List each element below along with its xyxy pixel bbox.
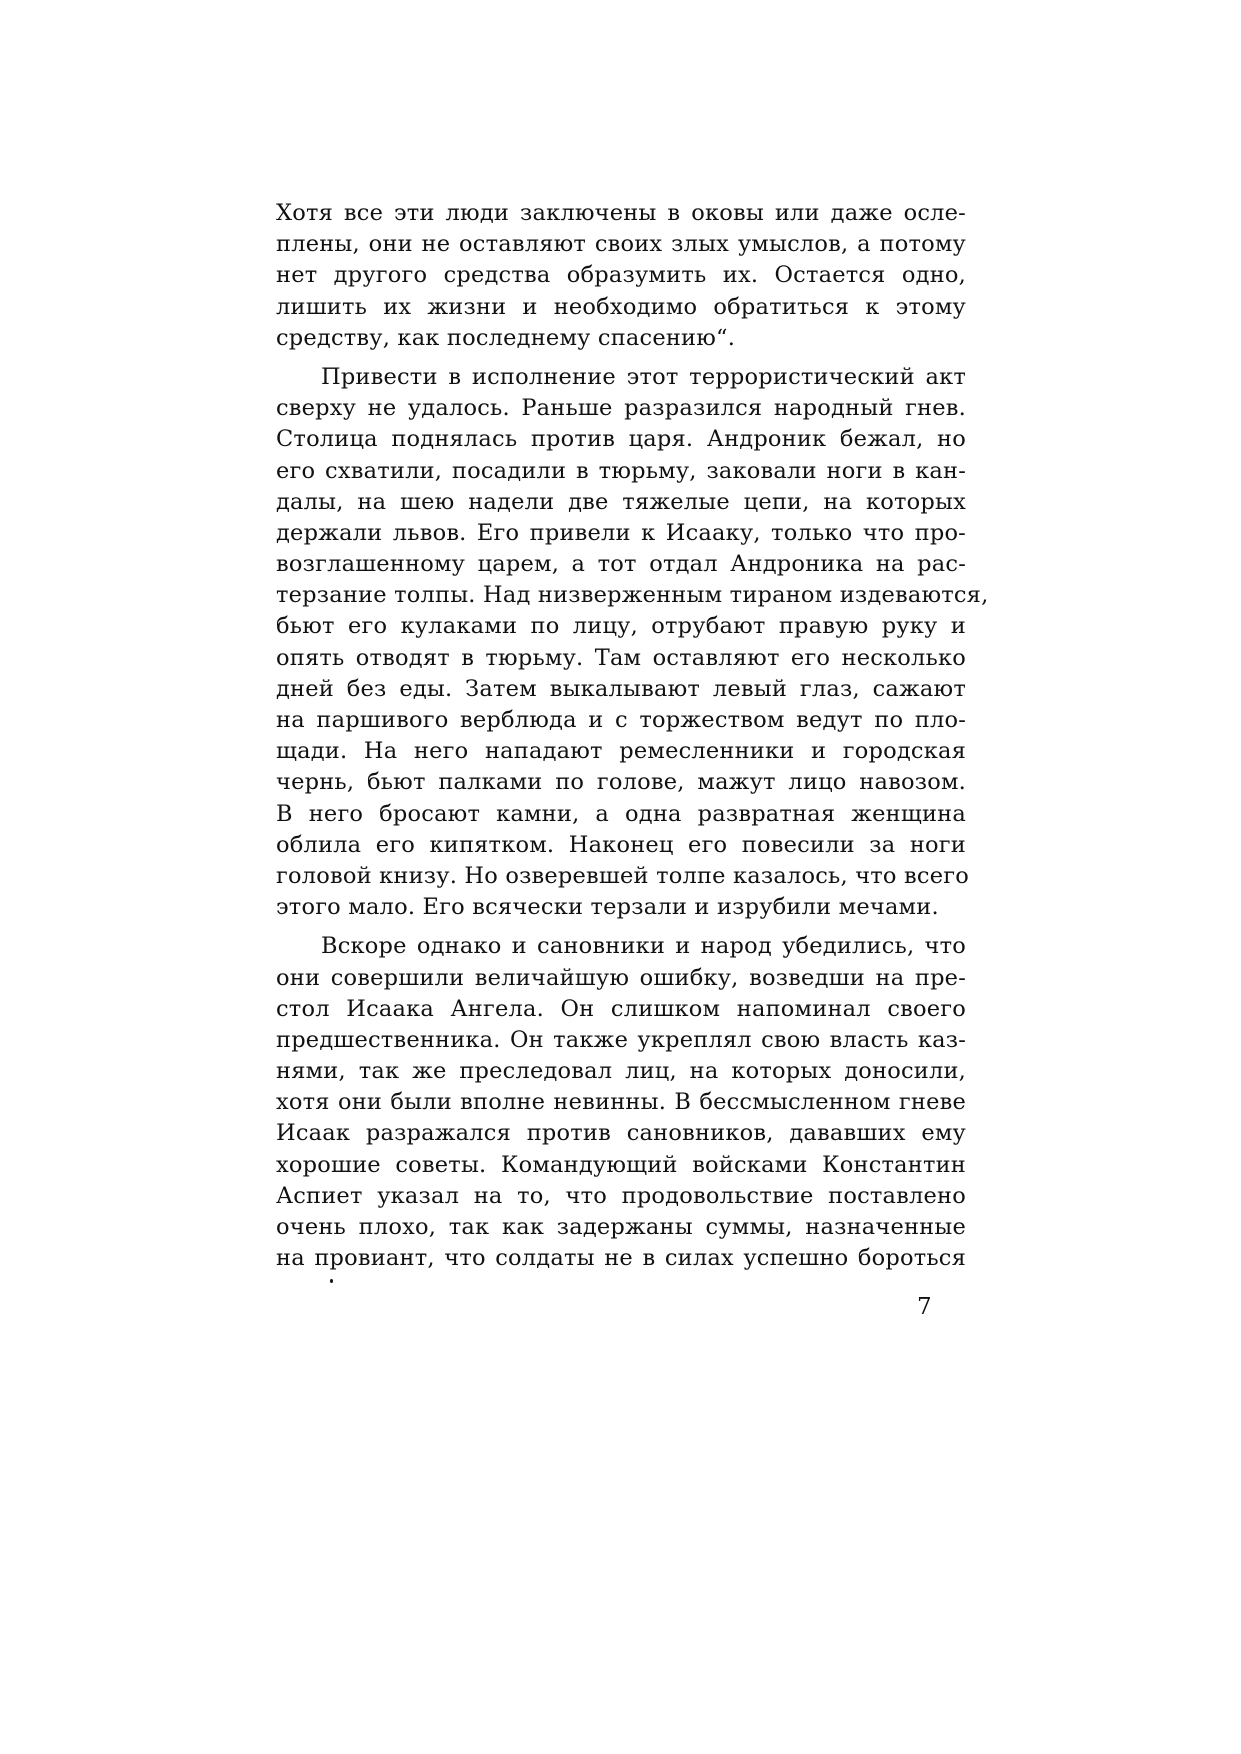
text-line: щади. На него нападают ремесленники и городская — [276, 738, 966, 765]
text-line: держали львов. Его привели к Исааку, только что про- — [276, 519, 966, 546]
paragraph-2 — [276, 362, 989, 923]
paragraph-3 — [276, 931, 966, 1274]
text-line: плены, они не оставляют своих злых умыслов, а потому — [276, 231, 966, 258]
text-line: головой книзу. Но озверевшей толпе казалось, что всего — [276, 862, 969, 889]
text-line: нями, так же преследовал лиц, на которых доносили, — [276, 1058, 966, 1085]
text-line: этого мало. Его всячески терзали и изрубили мечами. — [276, 894, 939, 921]
text-line: Исаак разражался против сановников, дававших ему — [276, 1120, 966, 1147]
text-line: Вскоре однако и сановники и народ убедились, что — [321, 933, 966, 960]
body-text — [276, 198, 989, 1274]
text-line: опять отводят в тюрьму. Там оставляют его несколько — [276, 644, 966, 671]
scan-speck — [330, 1279, 333, 1283]
text-line: Аспиет указал на то, что продовольствие поставлено — [276, 1182, 966, 1209]
text-line: терзание толпы. Над низверженным тираном издеваются, — [276, 582, 989, 609]
paragraph-gap — [276, 354, 966, 362]
text-line: Привести в исполнение этот террористический акт — [321, 363, 966, 390]
text-line: очень плохо, так как задержаны суммы, назначенные — [276, 1214, 966, 1240]
text-line: средству, как последнему спасению“. — [276, 324, 736, 351]
text-line: хорошие советы. Командующий войсками Константин — [276, 1151, 966, 1178]
text-line: В него бросают камни, а одна развратная женщина — [276, 800, 966, 827]
text-line: хотя они были вполне невинны. В бессмысленном гневе — [276, 1089, 966, 1116]
text-line: чернь, бьют палками по голове, мажут лицо навозом. — [276, 769, 966, 796]
text-line: лишить их жизни и необходимо обратиться к этому — [276, 293, 966, 320]
text-line: на провиант, что солдаты не в силах успешно бороться — [276, 1245, 966, 1272]
text-line: дней без еды. Затем выкалывают левый глаз, сажают — [276, 675, 966, 702]
text-line: далы, на шею надели две тяжелые цепи, на которых — [276, 488, 966, 515]
text-line: Столица поднялась против царя. Андроник бежал, но — [276, 426, 966, 453]
paragraph-gap — [276, 923, 966, 931]
text-line: предшественника. Он также укреплял свою власть каз- — [276, 1026, 966, 1053]
text-line: его схватили, посадили в тюрьму, заковали ноги в кан- — [276, 457, 966, 484]
text-line: облила его кипятком. Наконец его повесили за ноги — [276, 831, 966, 858]
text-line: они совершили величайшую ошибку, возведши на пре- — [276, 964, 966, 991]
paragraph-1 — [276, 198, 966, 354]
text-line: стол Исаака Ангела. Он слишком напоминал своего — [276, 995, 966, 1022]
text-line: бьют его кулаками по лицу, отрубают правую руку и — [276, 613, 966, 640]
page-number: 7 — [917, 1294, 932, 1320]
text-line: сверху не удалось. Раньше разразился народный гнев. — [276, 395, 966, 422]
text-line: Хотя все эти люди заключены в оковы или даже осле- — [276, 200, 966, 226]
text-line: на паршивого верблюда и с торжеством ведут по пло- — [276, 707, 966, 733]
text-line: возглашенному царем, а тот отдал Андроника на рас- — [276, 551, 966, 578]
text-line: нет другого средства образумить их. Остается одно, — [276, 262, 966, 289]
